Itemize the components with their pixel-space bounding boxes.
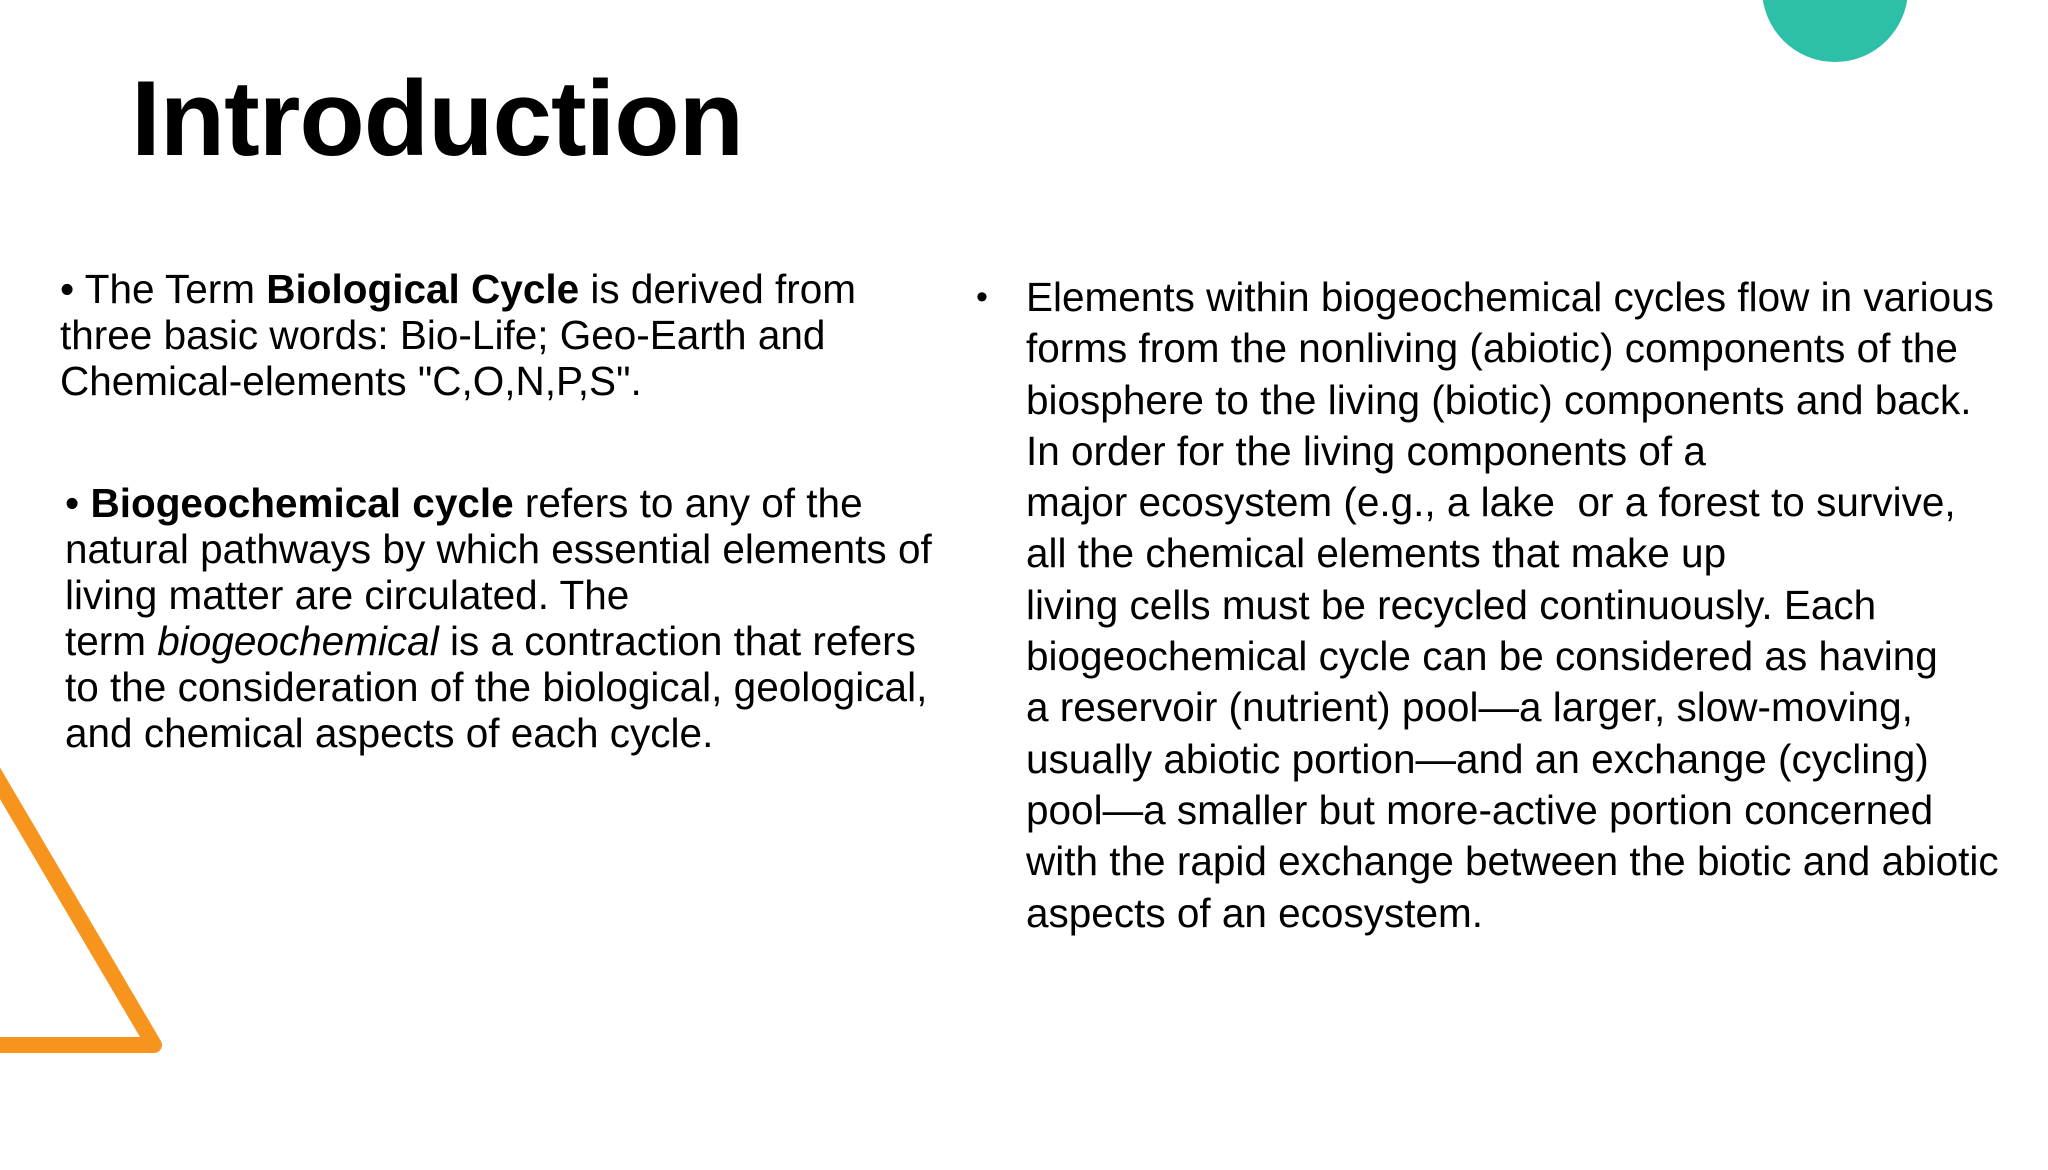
text-run: is a contraction that refers <box>438 618 916 664</box>
left-bullet-2-line-2: natural pathways by which essential elements of <box>65 526 932 572</box>
slide-title: Introduction <box>131 58 744 178</box>
teal-circle-decoration <box>1762 0 1908 62</box>
left-bullet-1 <box>60 266 960 404</box>
bold-term-biological-cycle: Biological Cycle <box>266 266 580 312</box>
right-line: aspects of an ecosystem. <box>1026 889 1483 936</box>
bullet-dot: • <box>60 266 75 312</box>
left-bullet-1-line-2: three basic words: Bio-Life; Geo-Earth and <box>60 312 826 358</box>
right-line: biogeochemical cycle can be considered as having <box>1026 633 1938 680</box>
text-run: refers to any of the <box>513 480 863 526</box>
text-run: is derived from <box>579 266 856 312</box>
right-line: forms from the nonliving (abiotic) components of the <box>1026 325 1958 372</box>
left-bullet-2-line-4 <box>65 618 985 664</box>
bold-term-biogeochemical-cycle: Biogeochemical cycle <box>90 480 514 526</box>
left-bullet-2-line-3: living matter are circulated. The <box>65 572 630 618</box>
right-line: all the chemical elements that make up <box>1026 530 1727 577</box>
italic-term-biogeochemical: biogeochemical <box>157 618 439 664</box>
right-line: biosphere to the living (biotic) components and back. <box>1026 376 1972 423</box>
left-bullet-1-line-1 <box>60 266 960 312</box>
left-bullet-2-line-1 <box>65 480 985 526</box>
right-line: usually abiotic portion—and an exchange (cycling) <box>1026 735 1929 782</box>
left-bullet-2 <box>65 480 985 756</box>
right-line: In order for the living components of a <box>1026 427 1706 474</box>
left-bullet-1-line-3: Chemical-elements "C,O,N,P,S". <box>60 358 642 404</box>
right-line: a reservoir (nutrient) pool—a larger, slow-moving, <box>1026 684 1913 731</box>
right-bullet-text <box>1026 272 1999 939</box>
right-line: Elements within biogeochemical cycles flow in various <box>1026 274 1994 320</box>
right-line: living cells must be recycled continuously. Each <box>1026 581 1877 628</box>
right-line: with the rapid exchange between the biotic and abiotic <box>1026 838 1999 885</box>
bullet-dot: • <box>65 480 80 526</box>
left-bullet-2-line-6: and chemical aspects of each cycle. <box>65 710 714 756</box>
left-bullet-2-line-5: to the consideration of the biological, geological, <box>65 664 928 710</box>
bullet-dot: • <box>976 278 988 316</box>
text-run: The Term <box>74 266 267 312</box>
right-line: major ecosystem (e.g., a lake or a forest to survive, <box>1026 479 1956 526</box>
text-run: term <box>65 618 158 664</box>
right-line: pool—a smaller but more-active portion concerned <box>1026 786 1934 833</box>
